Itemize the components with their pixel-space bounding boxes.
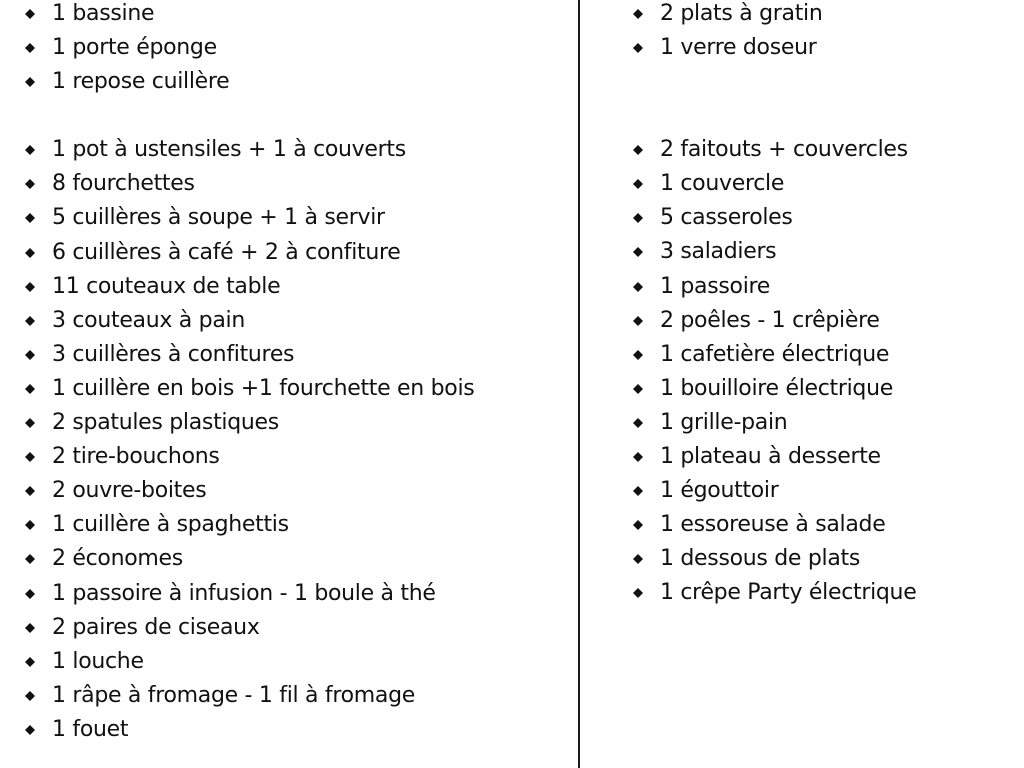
list-item xyxy=(630,204,1020,238)
list-item-text: 1 crêpe Party électrique xyxy=(660,580,917,606)
diamond-bullet-icon xyxy=(632,315,644,327)
diamond-bullet-icon xyxy=(24,622,36,634)
list-item xyxy=(630,34,1020,68)
list-item xyxy=(22,648,572,682)
diamond-bullet-icon xyxy=(632,42,644,54)
list-item-text: 1 fouet xyxy=(52,716,129,742)
list-item xyxy=(630,477,1020,511)
list-item xyxy=(22,545,572,579)
column-divider xyxy=(578,0,580,768)
list-item-text: 1 bassine xyxy=(52,1,155,26)
list-item-text: 1 grille-pain xyxy=(660,409,788,435)
list-item-text: 2 paires de ciseaux xyxy=(52,614,260,640)
diamond-bullet-icon xyxy=(24,656,36,668)
diamond-bullet-icon xyxy=(24,247,36,259)
list-item-text: 3 saladiers xyxy=(660,239,777,265)
diamond-bullet-icon xyxy=(632,519,644,531)
diamond-bullet-icon xyxy=(24,212,36,224)
diamond-bullet-icon xyxy=(632,485,644,497)
list-item-text: 5 casseroles xyxy=(660,205,793,231)
diamond-bullet-icon xyxy=(632,212,644,224)
diamond-bullet-icon xyxy=(632,349,644,361)
diamond-bullet-icon xyxy=(632,553,644,565)
diamond-bullet-icon xyxy=(632,451,644,463)
list-item xyxy=(22,307,572,341)
list-item-text: 1 dessous de plats xyxy=(660,546,861,572)
diamond-bullet-icon xyxy=(632,144,644,156)
list-item-text: 1 passoire à infusion - 1 boule à thé xyxy=(52,580,436,606)
list-item-text: 2 spatules plastiques xyxy=(52,410,279,436)
list-item xyxy=(22,204,572,238)
list-item xyxy=(22,239,572,273)
list-item xyxy=(630,238,1020,272)
diamond-bullet-icon xyxy=(24,690,36,702)
list-item-text: 1 bouilloire électrique xyxy=(660,375,893,401)
list-item-text: 2 faitouts + couvercles xyxy=(660,137,908,163)
diamond-bullet-icon xyxy=(632,246,644,258)
list-item xyxy=(630,443,1020,477)
list-item-text: 1 cuillère à spaghettis xyxy=(52,512,289,538)
list-item xyxy=(22,511,572,545)
list-item xyxy=(22,716,572,750)
list-item xyxy=(22,170,572,204)
list-item-text: 1 râpe à fromage - 1 fil à fromage xyxy=(52,682,415,708)
diamond-bullet-icon xyxy=(24,417,36,429)
list-item xyxy=(630,136,1020,170)
left-inventory-list xyxy=(22,0,572,750)
list-item-text: 1 couvercle xyxy=(660,171,785,197)
list-item xyxy=(630,170,1020,204)
diamond-bullet-icon xyxy=(24,588,36,600)
diamond-bullet-icon xyxy=(632,178,644,190)
list-item xyxy=(22,443,572,477)
list-item xyxy=(630,511,1020,545)
list-item-text: 6 cuillères à café + 2 à confiture xyxy=(52,239,401,265)
list-item xyxy=(22,477,572,511)
diamond-bullet-icon xyxy=(632,8,644,20)
list-item-text: 2 ouvre-boites xyxy=(52,478,207,504)
list-item xyxy=(22,136,572,170)
list-item xyxy=(22,375,572,409)
list-item-text: 1 essoreuse à salade xyxy=(660,512,886,538)
list-item xyxy=(630,341,1020,375)
list-item xyxy=(22,68,572,102)
list-item-text: 3 cuillères à confitures xyxy=(52,341,295,367)
diamond-bullet-icon xyxy=(24,315,36,327)
list-item xyxy=(22,0,572,34)
list-item-text: 1 cafetière électrique xyxy=(660,341,890,367)
list-item-text: 1 passoire xyxy=(660,273,771,299)
diamond-bullet-icon xyxy=(24,144,36,156)
list-item-text: 2 économes xyxy=(52,546,183,572)
diamond-bullet-icon xyxy=(24,281,36,293)
diamond-bullet-icon xyxy=(632,383,644,395)
list-item-text: 1 verre doseur xyxy=(660,35,817,61)
list-item-text: 1 porte éponge xyxy=(52,35,217,61)
list-item xyxy=(22,580,572,614)
diamond-bullet-icon xyxy=(24,485,36,497)
list-item-text: 1 cuillère en bois +1 fourchette en bois xyxy=(52,375,475,401)
diamond-bullet-icon xyxy=(632,281,644,293)
diamond-bullet-icon xyxy=(24,519,36,531)
diamond-bullet-icon xyxy=(24,349,36,361)
diamond-bullet-icon xyxy=(632,417,644,429)
list-item xyxy=(22,273,572,307)
list-item xyxy=(22,341,572,375)
list-item-text: 2 tire-bouchons xyxy=(52,444,220,470)
list-item xyxy=(630,0,1020,34)
list-item xyxy=(630,579,1020,613)
list-item-text: 1 pot à ustensiles + 1 à couverts xyxy=(52,137,406,163)
list-item-text: 1 louche xyxy=(52,648,144,674)
diamond-bullet-icon xyxy=(24,76,36,88)
list-item xyxy=(22,34,572,68)
list-item xyxy=(22,682,572,716)
list-item-text: 5 cuillères à soupe + 1 à servir xyxy=(52,205,385,231)
list-item xyxy=(630,375,1020,409)
list-item-text: 8 fourchettes xyxy=(52,171,195,197)
diamond-bullet-icon xyxy=(24,553,36,565)
list-item-text: 11 couteaux de table xyxy=(52,273,281,299)
diamond-bullet-icon xyxy=(24,8,36,20)
list-item xyxy=(630,307,1020,341)
list-item xyxy=(630,273,1020,307)
diamond-bullet-icon xyxy=(24,178,36,190)
list-item xyxy=(22,409,572,443)
list-item xyxy=(630,409,1020,443)
list-item-text: 2 poêles - 1 crêpière xyxy=(660,307,880,333)
diamond-bullet-icon xyxy=(24,451,36,463)
list-item-text: 1 plateau à desserte xyxy=(660,444,881,470)
list-item xyxy=(630,545,1020,579)
list-item-text: 1 égouttoir xyxy=(660,478,779,504)
list-item xyxy=(22,614,572,648)
diamond-bullet-icon xyxy=(24,42,36,54)
diamond-bullet-icon xyxy=(24,724,36,736)
list-item-text: 3 couteaux à pain xyxy=(52,307,245,333)
right-inventory-list xyxy=(630,0,1020,614)
diamond-bullet-icon xyxy=(24,383,36,395)
list-item-text: 1 repose cuillère xyxy=(52,69,230,95)
list-item-text: 2 plats à gratin xyxy=(660,1,823,26)
diamond-bullet-icon xyxy=(632,587,644,599)
